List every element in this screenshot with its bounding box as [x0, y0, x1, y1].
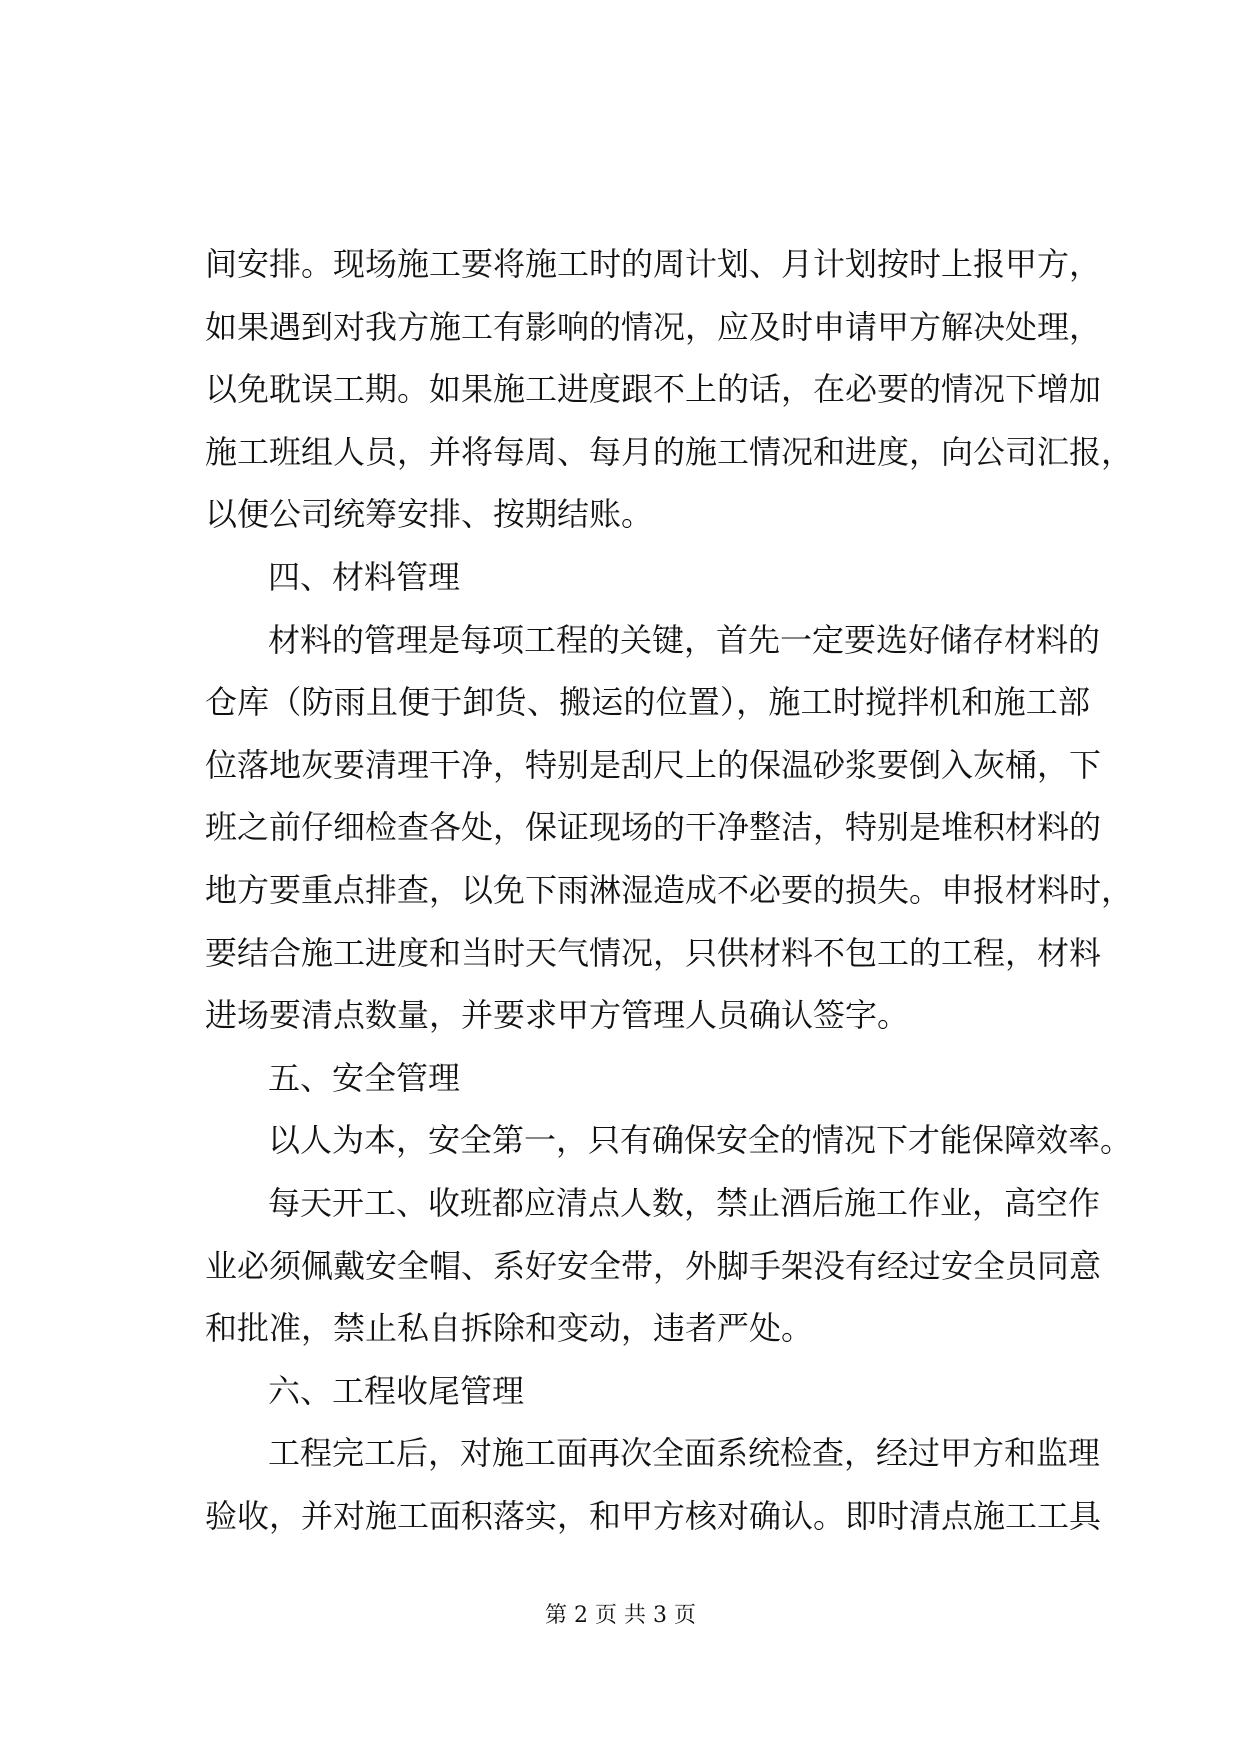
- document-body: [205, 233, 1134, 1547]
- paragraph-line: 以便公司统筹安排、按期结账。: [205, 495, 654, 534]
- paragraph-line: 位落地灰要清理干净，特别是刮尺上的保温砂浆要倒入灰桶，下: [205, 745, 1102, 784]
- page-footer: 第 2 页 共 3 页: [545, 1603, 696, 1628]
- paragraph-line: 每天开工、收班都应清点人数，禁止酒后施工作业，高空作: [268, 1183, 1101, 1222]
- paragraph-line: 工程完工后，对施工面再次全面系统检查，经过甲方和监理: [268, 1434, 1101, 1473]
- paragraph-line: 进场要清点数量，并要求甲方管理人员确认签字。: [205, 996, 910, 1035]
- paragraph-line: 以免耽误工期。如果施工进度跟不上的话，在必要的情况下增加: [205, 370, 1102, 409]
- paragraph-line: 间安排。现场施工要将施工时的周计划、月计划按时上报甲方，: [205, 245, 1102, 283]
- section-heading: 四、材料管理: [268, 557, 461, 596]
- paragraph-line: 如果遇到对我方施工有影响的情况，应及时申请甲方解决处理，: [205, 307, 1102, 346]
- paragraph-line: 以人为本，安全第一，只有确保安全的情况下才能保障效率。: [268, 1121, 1133, 1160]
- section-heading: 六、工程收尾管理: [268, 1371, 525, 1410]
- paragraph-line: 业必须佩戴安全帽、系好安全带，外脚手架没有经过安全员同意: [205, 1246, 1102, 1285]
- paragraph-line: 仓库（防雨且便于卸货、搬运的位置），施工时搅拌机和施工部: [205, 683, 1090, 722]
- paragraph-line: 施工班组人员，并将每周、每月的施工情况和进度，向公司汇报，: [205, 432, 1134, 471]
- paragraph-line: 地方要重点排查，以免下雨淋湿造成不必要的损失。申报材料时，: [205, 870, 1134, 909]
- paragraph-line: 和批准，禁止私自拆除和变动，违者严处。: [205, 1309, 814, 1348]
- paragraph-line: 要结合施工进度和当时天气情况，只供材料不包工的工程，材料: [205, 933, 1102, 972]
- paragraph-line: 验收，并对施工面积落实，和甲方核对确认。即时清点施工工具: [205, 1496, 1102, 1535]
- section-heading: 五、安全管理: [268, 1058, 461, 1097]
- paragraph-line: 材料的管理是每项工程的关键，首先一定要选好储存材料的: [268, 620, 1101, 659]
- paragraph-line: 班之前仔细检查各处，保证现场的干净整洁，特别是堆积材料的: [205, 808, 1102, 847]
